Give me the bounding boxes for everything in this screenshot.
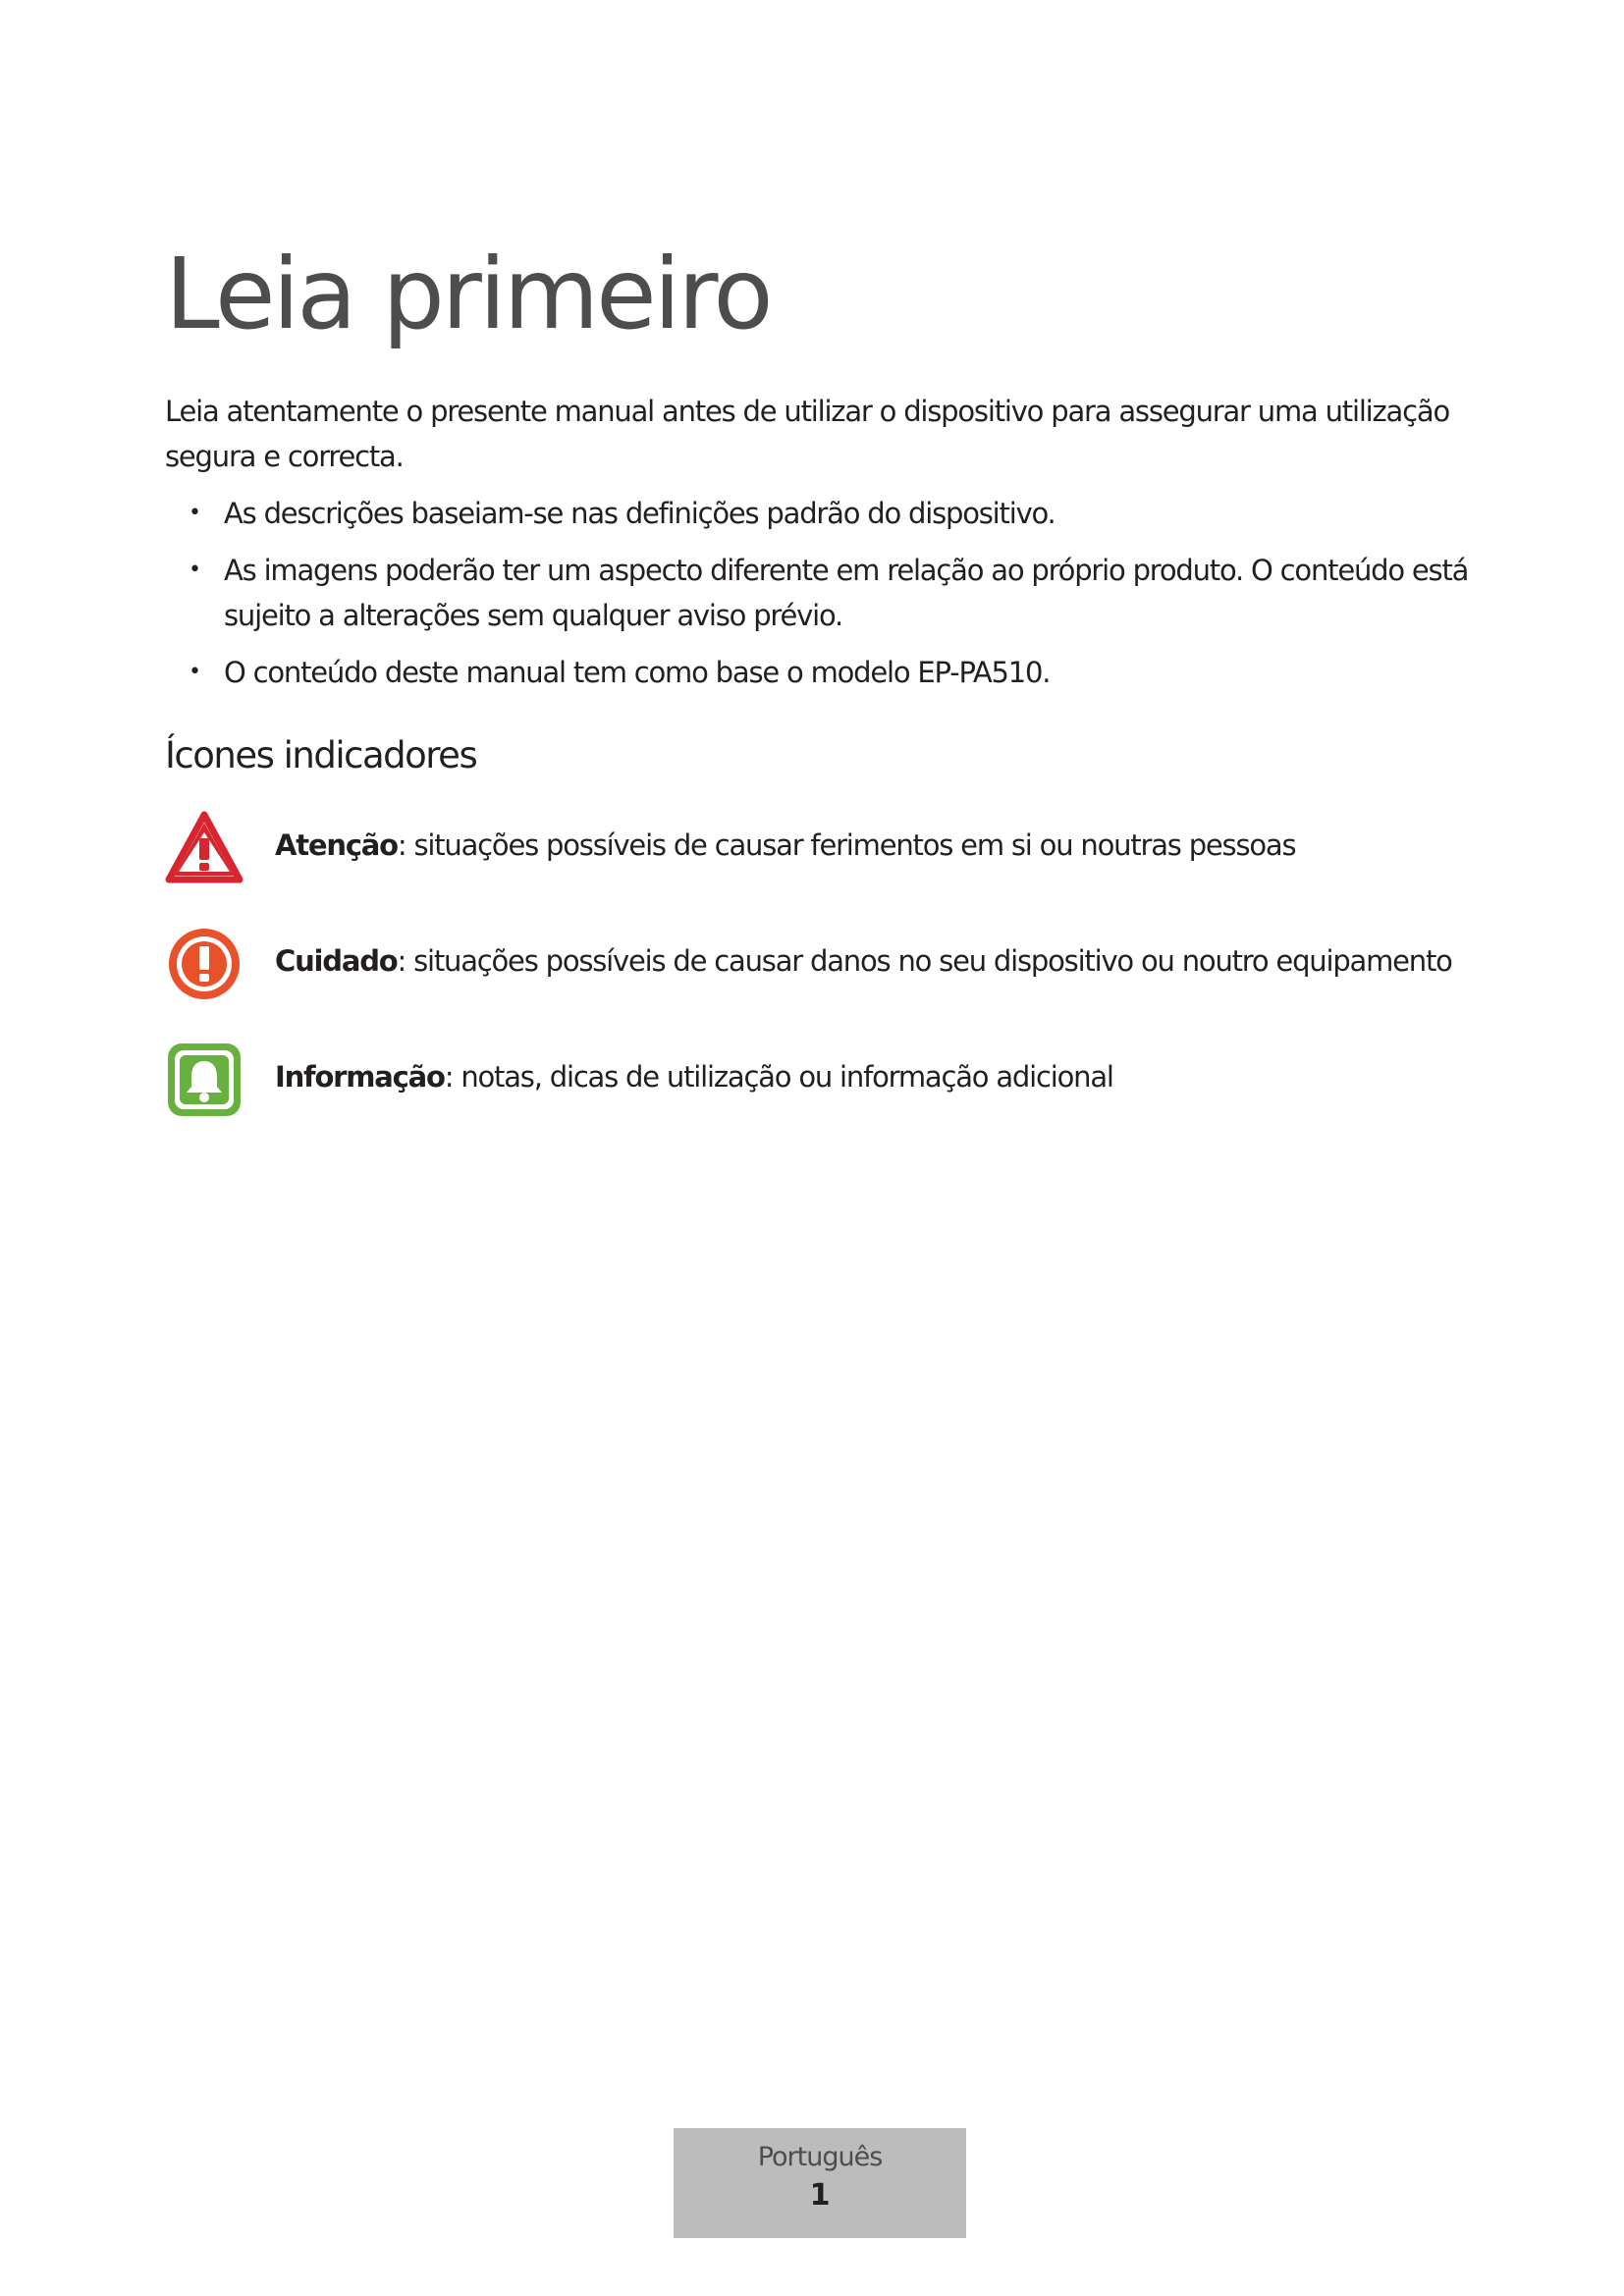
list-item [165, 491, 1500, 536]
caution-circle-icon [165, 925, 244, 1003]
indicator-label: Atenção [275, 828, 398, 862]
bullet-marker: • [189, 501, 200, 525]
list-item-text: As imagens poderão ter um aspecto diferente em relação ao próprio produto. O conteúdo está sujeito a alterações sem qualquer aviso prévio. [224, 554, 1469, 632]
indicator-row-caution [165, 925, 1540, 1003]
indicator-label: Cuidado [275, 944, 398, 978]
page-title: Leia primeiro [165, 237, 771, 351]
page-number: 1 [809, 2178, 831, 2213]
page-footer [674, 2128, 966, 2238]
indicator-description [275, 828, 1295, 862]
footer-language: Português [757, 2142, 883, 2172]
warning-triangle-icon [165, 809, 244, 887]
indicator-description [275, 944, 1452, 978]
intro-paragraph: Leia atentamente o presente manual antes de utilizar o dispositivo para assegurar uma utilização segura e correcta. [165, 395, 1449, 473]
bullet-marker: • [189, 558, 200, 582]
section-title: Ícones indicadores [165, 734, 477, 776]
indicator-text: : situações possíveis de causar ferimentos em si ou noutras pessoas [397, 828, 1296, 862]
indicator-text: : notas, dicas de utilização ou informação adicional [444, 1060, 1113, 1094]
indicator-label: Informação [275, 1060, 445, 1094]
list-item [165, 650, 1500, 695]
indicator-description [275, 1060, 1113, 1094]
notes-list [165, 491, 1500, 707]
list-item-text: O conteúdo deste manual tem como base o modelo EP-PA510. [224, 656, 1051, 689]
indicator-row-information [165, 1041, 1540, 1119]
indicator-text: : situações possíveis de causar danos no seu dispositivo ou noutro equipamento [397, 944, 1452, 978]
notification-bell-icon [165, 1041, 244, 1119]
list-item [165, 548, 1500, 638]
indicator-row-warning [165, 809, 1540, 887]
bullet-marker: • [189, 660, 200, 684]
list-item-text: As descrições baseiam-se nas definições padrão do dispositivo. [224, 497, 1056, 530]
